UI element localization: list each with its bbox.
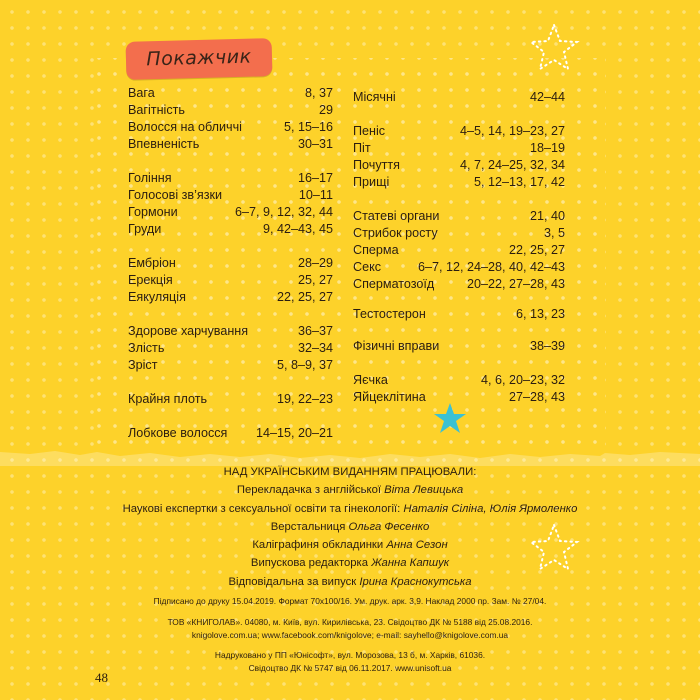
index-entry: Здорове харчування 36–37 — [128, 324, 333, 338]
index-entry: Ерекція 25, 27 — [128, 273, 333, 287]
credit-line: Перекладачка з англійської Віта Левицька — [236, 484, 464, 497]
imprint-publisher: ТОВ «КНИГОЛАВ». 04080, м. Київ, вул. Кирилівська, 23. Свідоцтво ДК № 5188 від 25.08.2016. — [167, 617, 533, 627]
credits-heading: НАД УКРАЇНСЬКИМ ВИДАННЯМ ПРАЦЮВАЛИ: — [223, 466, 477, 478]
index-entry: Сперма 22, 25, 27 — [353, 243, 565, 257]
imprint-printer-cert: Свідоцтво ДК № 5747 від 06.11.2017. www.unisoft.ua — [248, 663, 452, 673]
credit-line: Відповідальна за випуск Ірина Краснокутська — [228, 575, 472, 588]
index-entry: Гормони 6–7, 9, 12, 32, 44 — [128, 205, 333, 219]
index-title-tag — [126, 38, 273, 80]
index-entry: Зріст 5, 8–9, 37 — [128, 358, 333, 372]
index-entry: Пеніс 4–5, 14, 19–23, 27 — [353, 124, 565, 138]
index-entry: Почуття 4, 7, 24–25, 32, 34 — [353, 158, 565, 172]
imprint-print-info: Підписано до друку 15.04.2019. Формат 70х100/16. Ум. друк. арк. 3,9. Наклад 2000 пр. Зам. № 27/04. — [153, 596, 547, 606]
index-entry: Злість 32–34 — [128, 341, 333, 355]
index-entry: Гоління 16–17 — [128, 171, 333, 185]
index-entry: Стрибок росту 3, 5 — [353, 226, 565, 240]
imprint-contacts: knigolove.com.ua; www.facebook.com/knigolove; e-mail: sayhello@knigolove.com.ua — [191, 630, 509, 640]
dotted-star-icon — [526, 20, 582, 76]
index-entry: Секс 6–7, 12, 24–28, 40, 42–43 — [353, 260, 565, 274]
index-title: Покажчик — [146, 45, 252, 71]
index-entry: Яєчка 4, 6, 20–23, 32 — [353, 373, 565, 387]
index-entry: Вага 8, 37 — [128, 86, 333, 100]
index-entry: Лобкове волосся 14–15, 20–21 — [128, 426, 333, 440]
index-entry: Фізичні вправи 38–39 — [353, 339, 565, 353]
credits-block — [60, 463, 640, 591]
index-entry: Прищі 5, 12–13, 17, 42 — [353, 175, 565, 189]
credit-line: Верстальниця Ольга Фесенко — [270, 520, 430, 533]
index-entry: Статеві органи 21, 40 — [353, 209, 565, 223]
imprint-printer: Надруковано у ПП «Юнісофт», вул. Морозова, 13 б, м. Харків, 61036. — [214, 650, 486, 660]
index-entry: Піт 18–19 — [353, 141, 565, 155]
index-entry: Місячні 42–44 — [353, 90, 565, 104]
index-entry: Еякуляція 22, 25, 27 — [128, 290, 333, 304]
star-icon — [432, 401, 468, 437]
credit-line: Наукові експертки з сексуальної освіти та гінекології: Наталія Сіліна, Юлія Ярмоленко — [122, 502, 578, 515]
index-entry: Ембріон 28–29 — [128, 256, 333, 270]
index-entry: Сперматозоїд 20–22, 27–28, 43 — [353, 277, 565, 291]
index-entry: Волосся на обличчі 5, 15–16 — [128, 120, 333, 134]
index-entry: Тестостерон 6, 13, 23 — [353, 307, 565, 321]
index-entry: Голосові зв’язки 10–11 — [128, 188, 333, 202]
index-entry: Яйцеклітина 27–28, 43 — [353, 390, 565, 404]
page-number: 48 — [95, 670, 108, 685]
index-entry: Груди 9, 42–43, 45 — [128, 222, 333, 236]
index-entry: Крайня плоть 19, 22–23 — [128, 392, 333, 406]
index-entry: Впевненість 30–31 — [128, 137, 333, 151]
credit-line: Випускова редакторка Жанна Капшук — [250, 557, 450, 570]
credit-line: Каліграфиня обкладинки Анна Сезон — [252, 539, 448, 552]
index-entry: Вагітність 29 — [128, 103, 333, 117]
